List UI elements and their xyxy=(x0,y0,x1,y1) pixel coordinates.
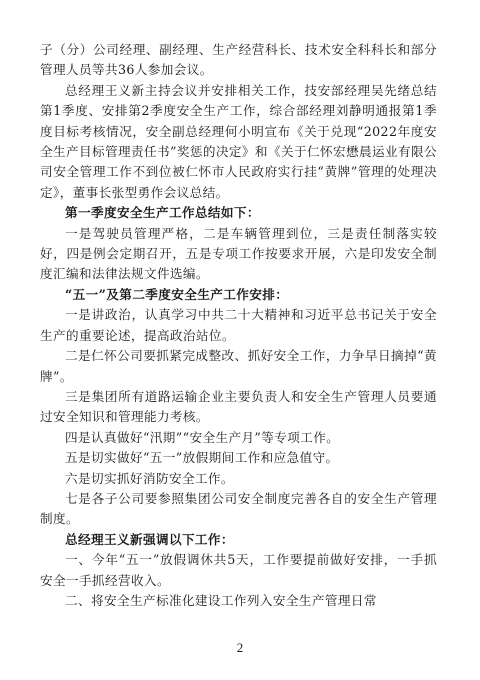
paragraph: 总经理王义新主持会议并安排相关工作，技安部经理吴先绪总结第1季度、安排第2季度安全生产工作，综合部经理刘静明通报第1季度目标考核情况，安全副总经理何小明宣布《关于兑现“2022年度安全生产目标管理责任书”奖惩的决定》和《关于仁怀宏懋晨运业有限公司安全管理工作不到位被仁怀市人民政府实行挂“黄牌”管理的处理决定》，董事长张型勇作会议总结。 xyxy=(40,82,437,200)
paragraph: 一是讲政治，认真学习中共二十大精神和习近平总书记关于安全生产的重要论述，提高政治站位。 xyxy=(40,307,437,343)
paragraph: 五是切实做好“五一”放假期间工作和应急值守。 xyxy=(65,450,339,466)
paragraph: 六是切实抓好消防安全工作。 xyxy=(65,470,234,486)
section-heading: “五一”及第二季度安全生产工作安排： xyxy=(65,286,289,302)
page-number: 2 xyxy=(236,640,244,655)
paragraph: 三是集团所有道路运输企业主要负责人和安全生产管理人员要通过安全知识和管理能力考核。 xyxy=(40,388,437,425)
paragraph: 一、今年“五一”放假调休共5天，工作要提前做好安排，一手抓安全一手抓经营收入。 xyxy=(40,552,437,588)
paragraph: 二、将安全生产标准化建设工作列入安全生产管理日常 xyxy=(65,592,377,608)
paragraph: 二是仁怀公司要抓紧完成整改、抓好安全工作，力争早日摘掉“黄牌”。 xyxy=(40,348,437,384)
paragraph: 一是驾驶员管理严格，二是车辆管理到位，三是责任制落实较好，四是例会定期召开，五是专项工作按要求开展，六是印发安全制度汇编和法律法规文件选编。 xyxy=(40,225,437,282)
paragraph: 四是认真做好“汛期”“安全生产月”等专项工作。 xyxy=(65,429,340,445)
paragraph: 子（分）公司经理、副经理、生产经营科长、技术安全科科长和部分管理人员等共36人参加会议。 xyxy=(40,42,437,78)
section-heading: 总经理王义新强调以下工作： xyxy=(65,531,234,547)
document-body xyxy=(40,40,437,611)
section-heading: 第一季度安全生产工作总结如下： xyxy=(65,205,260,221)
paragraph: 七是各子公司要参照集团公司安全制度完善各自的安全生产管理制度。 xyxy=(40,490,437,527)
